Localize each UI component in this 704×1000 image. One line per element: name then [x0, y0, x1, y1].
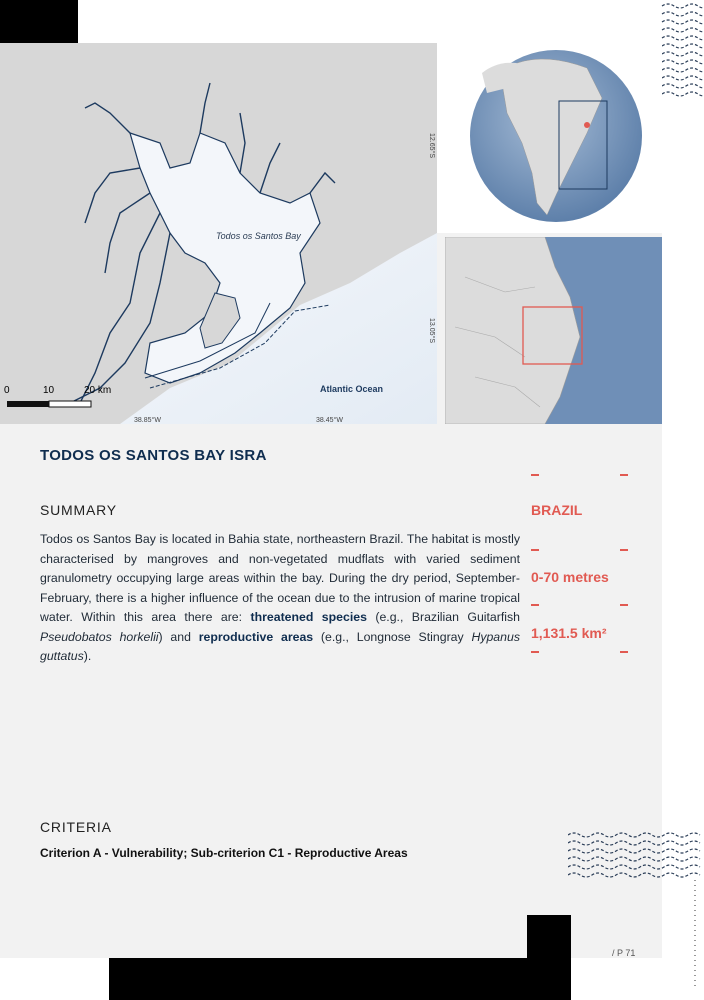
lon-label-2: 38.45°W	[316, 417, 343, 424]
scale-label-20: 20 km	[84, 385, 112, 396]
divider-dash	[620, 549, 628, 551]
divider-dash	[531, 474, 539, 476]
divider-dash	[531, 651, 539, 653]
criteria-heading: CRITERIA	[40, 819, 112, 835]
divider-dash	[620, 604, 628, 606]
lat-label-1: 12.65°S	[428, 133, 435, 158]
lon-label-1: 38.85°W	[134, 417, 161, 424]
main-map	[0, 43, 437, 424]
corner-block-bottom-tab	[527, 915, 571, 958]
inset-svg	[445, 237, 662, 424]
corner-block-top-left	[0, 0, 78, 43]
inset-map	[445, 237, 662, 424]
divider-dash	[531, 604, 539, 606]
page-number: / P 71	[612, 948, 636, 958]
divider-dash	[620, 474, 628, 476]
ocean-label: Atlantic Ocean	[320, 384, 384, 394]
wave-pattern-top	[660, 0, 704, 98]
bay-map-svg	[0, 43, 437, 424]
globe-svg	[437, 43, 662, 233]
divider-dash	[531, 549, 539, 551]
location-marker	[584, 122, 590, 128]
divider-dash	[620, 651, 628, 653]
summary-heading: SUMMARY	[40, 502, 117, 518]
scale-label-0: 0	[4, 385, 10, 396]
criteria-text: Criterion A - Vulnerability; Sub-criterion C1 - Reproductive Areas	[40, 846, 408, 860]
scale-label-10: 10	[43, 385, 55, 396]
edge-marks	[690, 880, 700, 990]
globe-map	[437, 43, 662, 233]
bay-label: Todos os Santos Bay	[216, 231, 301, 241]
page-title: TODOS OS SANTOS BAY ISRA	[40, 447, 267, 464]
depth-value: 0-70 metres	[531, 569, 609, 585]
scale-bar-dark	[7, 401, 49, 407]
area-value: 1,131.5 km²	[531, 625, 607, 641]
summary-text: Todos os Santos Bay is located in Bahia state, northeastern Brazil. The habitat is mostly characterised by mangroves and non-vegetated mudflats with varied sediment granulometry occupying large areas within the bay. During the dry period, September-February, there is a higher influence of the ocean due to the intrusion of marine tropical water. Within this area there are: threatened species (e.g., Brazilian Guitarfish Pseudobatos horkelii) and reproductive areas (e.g., Longnose Stingray Hypanus guttatus).	[40, 532, 521, 663]
wave-pattern-bottom	[568, 830, 704, 880]
scale-bar-light	[49, 401, 91, 407]
corner-block-bottom	[109, 958, 571, 1000]
country-value: BRAZIL	[531, 502, 583, 518]
lat-label-2: 13.05°S	[428, 318, 435, 343]
